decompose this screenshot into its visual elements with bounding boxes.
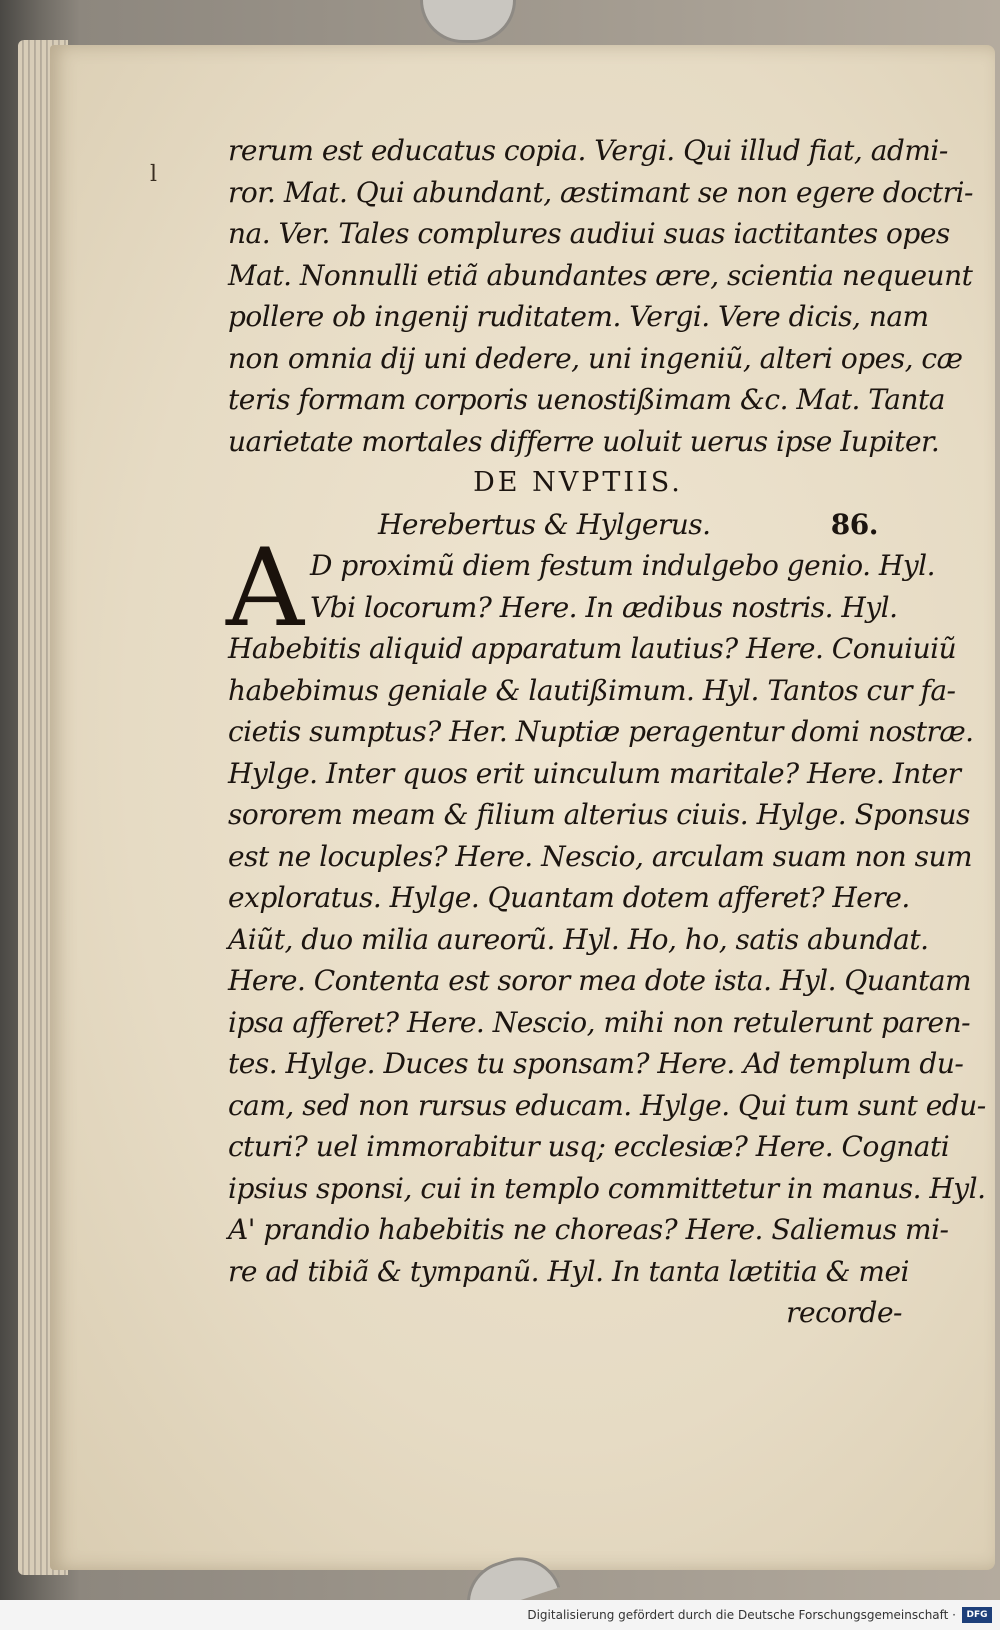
text-line: ipsa afferet? Here. Nescio, mihi non retulerunt paren- bbox=[228, 1005, 971, 1039]
text-line: rerum est educatus copia. Vergi. Qui illud fiat, admi- bbox=[228, 134, 948, 167]
dropcap-letter: A bbox=[226, 526, 304, 651]
footer-credit-bar bbox=[0, 1600, 1000, 1630]
text-line: uarietate mortales differre uoluit uerus ipse Iupiter. bbox=[228, 424, 940, 458]
margin-mark: l bbox=[150, 162, 158, 187]
footer-credit: Digitalisierung gefördert durch die Deutsche Forschungsgemeinschaft · bbox=[527, 1608, 956, 1622]
text-line: A' prandio habebitis ne choreas? Here. Saliemus mi- bbox=[228, 1213, 949, 1246]
text-line: Vbi locorum? Here. In ædibus nostris. Hyl. bbox=[310, 590, 898, 624]
text-line: Habebitis aliquid apparatum lautius? Here. Conuiuiũ bbox=[228, 632, 957, 665]
text-line: tes. Hylge. Duces tu sponsam? Here. Ad templum du- bbox=[228, 1047, 964, 1080]
text-line: na. Ver. Tales complures audiui suas iactitantes opes bbox=[228, 217, 950, 250]
text-line: exploratus. Hylge. Quantam dotem afferet? Here. bbox=[228, 881, 910, 914]
text-line: D proximũ diem festum indulgebo genio. Hyl. bbox=[310, 549, 936, 582]
text-line: Aiũt, duo milia aureorũ. Hyl. Ho, ho, satis abundat. bbox=[228, 922, 929, 956]
catchword: recorde- bbox=[786, 1296, 902, 1329]
page-text bbox=[226, 130, 986, 1334]
text-line: teris formam corporis uenostißimam &c. Mat. Tanta bbox=[228, 383, 945, 416]
dfg-logo: DFG bbox=[962, 1607, 992, 1623]
speakers-label: Herebertus & Hylgerus. bbox=[378, 507, 711, 541]
text-line: Here. Contenta est soror mea dote ista. Hyl. Quantam bbox=[228, 964, 972, 997]
book-clip-top bbox=[420, 0, 516, 43]
text-line: ipsius sponsi, cui in templo committetur in manus. Hyl. bbox=[228, 1171, 986, 1205]
text-line: cam, sed non rursus educam. Hylge. Qui tum sunt edu- bbox=[228, 1088, 986, 1122]
page-number: 86. bbox=[830, 507, 878, 541]
text-line: Mat. Nonnulli etiã abundantes ære, scientia nequeunt bbox=[228, 258, 973, 292]
text-line: pollere ob ingenij ruditatem. Vergi. Vere dicis, nam bbox=[228, 300, 929, 333]
text-line: sororem meam & filium alterius ciuis. Hylge. Sponsus bbox=[228, 798, 970, 831]
text-line: est ne locuples? Here. Nescio, arculam suam non sum bbox=[228, 839, 973, 873]
text-line: cturi? uel immorabitur usq; ecclesiæ? Here. Cognati bbox=[228, 1130, 950, 1163]
section-heading: DE NVPTIIS. bbox=[473, 467, 683, 498]
text-line: non omnia dij uni dedere, uni ingeniũ, alteri opes, cæ bbox=[228, 341, 963, 375]
text-line: cietis sumptus? Her. Nuptiæ peragentur domi nostræ. bbox=[228, 715, 974, 748]
speakers-line bbox=[228, 504, 908, 546]
text-line: habebimus geniale & lautißimum. Hyl. Tantos cur fa- bbox=[228, 673, 956, 707]
text-line: ror. Mat. Qui abundant, æstimant se non egere doctri- bbox=[228, 175, 973, 209]
text-line: re ad tibiã & tympanũ. Hyl. In tanta lætitia & mei bbox=[228, 1254, 909, 1288]
text-line: Hylge. Inter quos erit uinculum maritale? Here. Inter bbox=[228, 756, 961, 790]
